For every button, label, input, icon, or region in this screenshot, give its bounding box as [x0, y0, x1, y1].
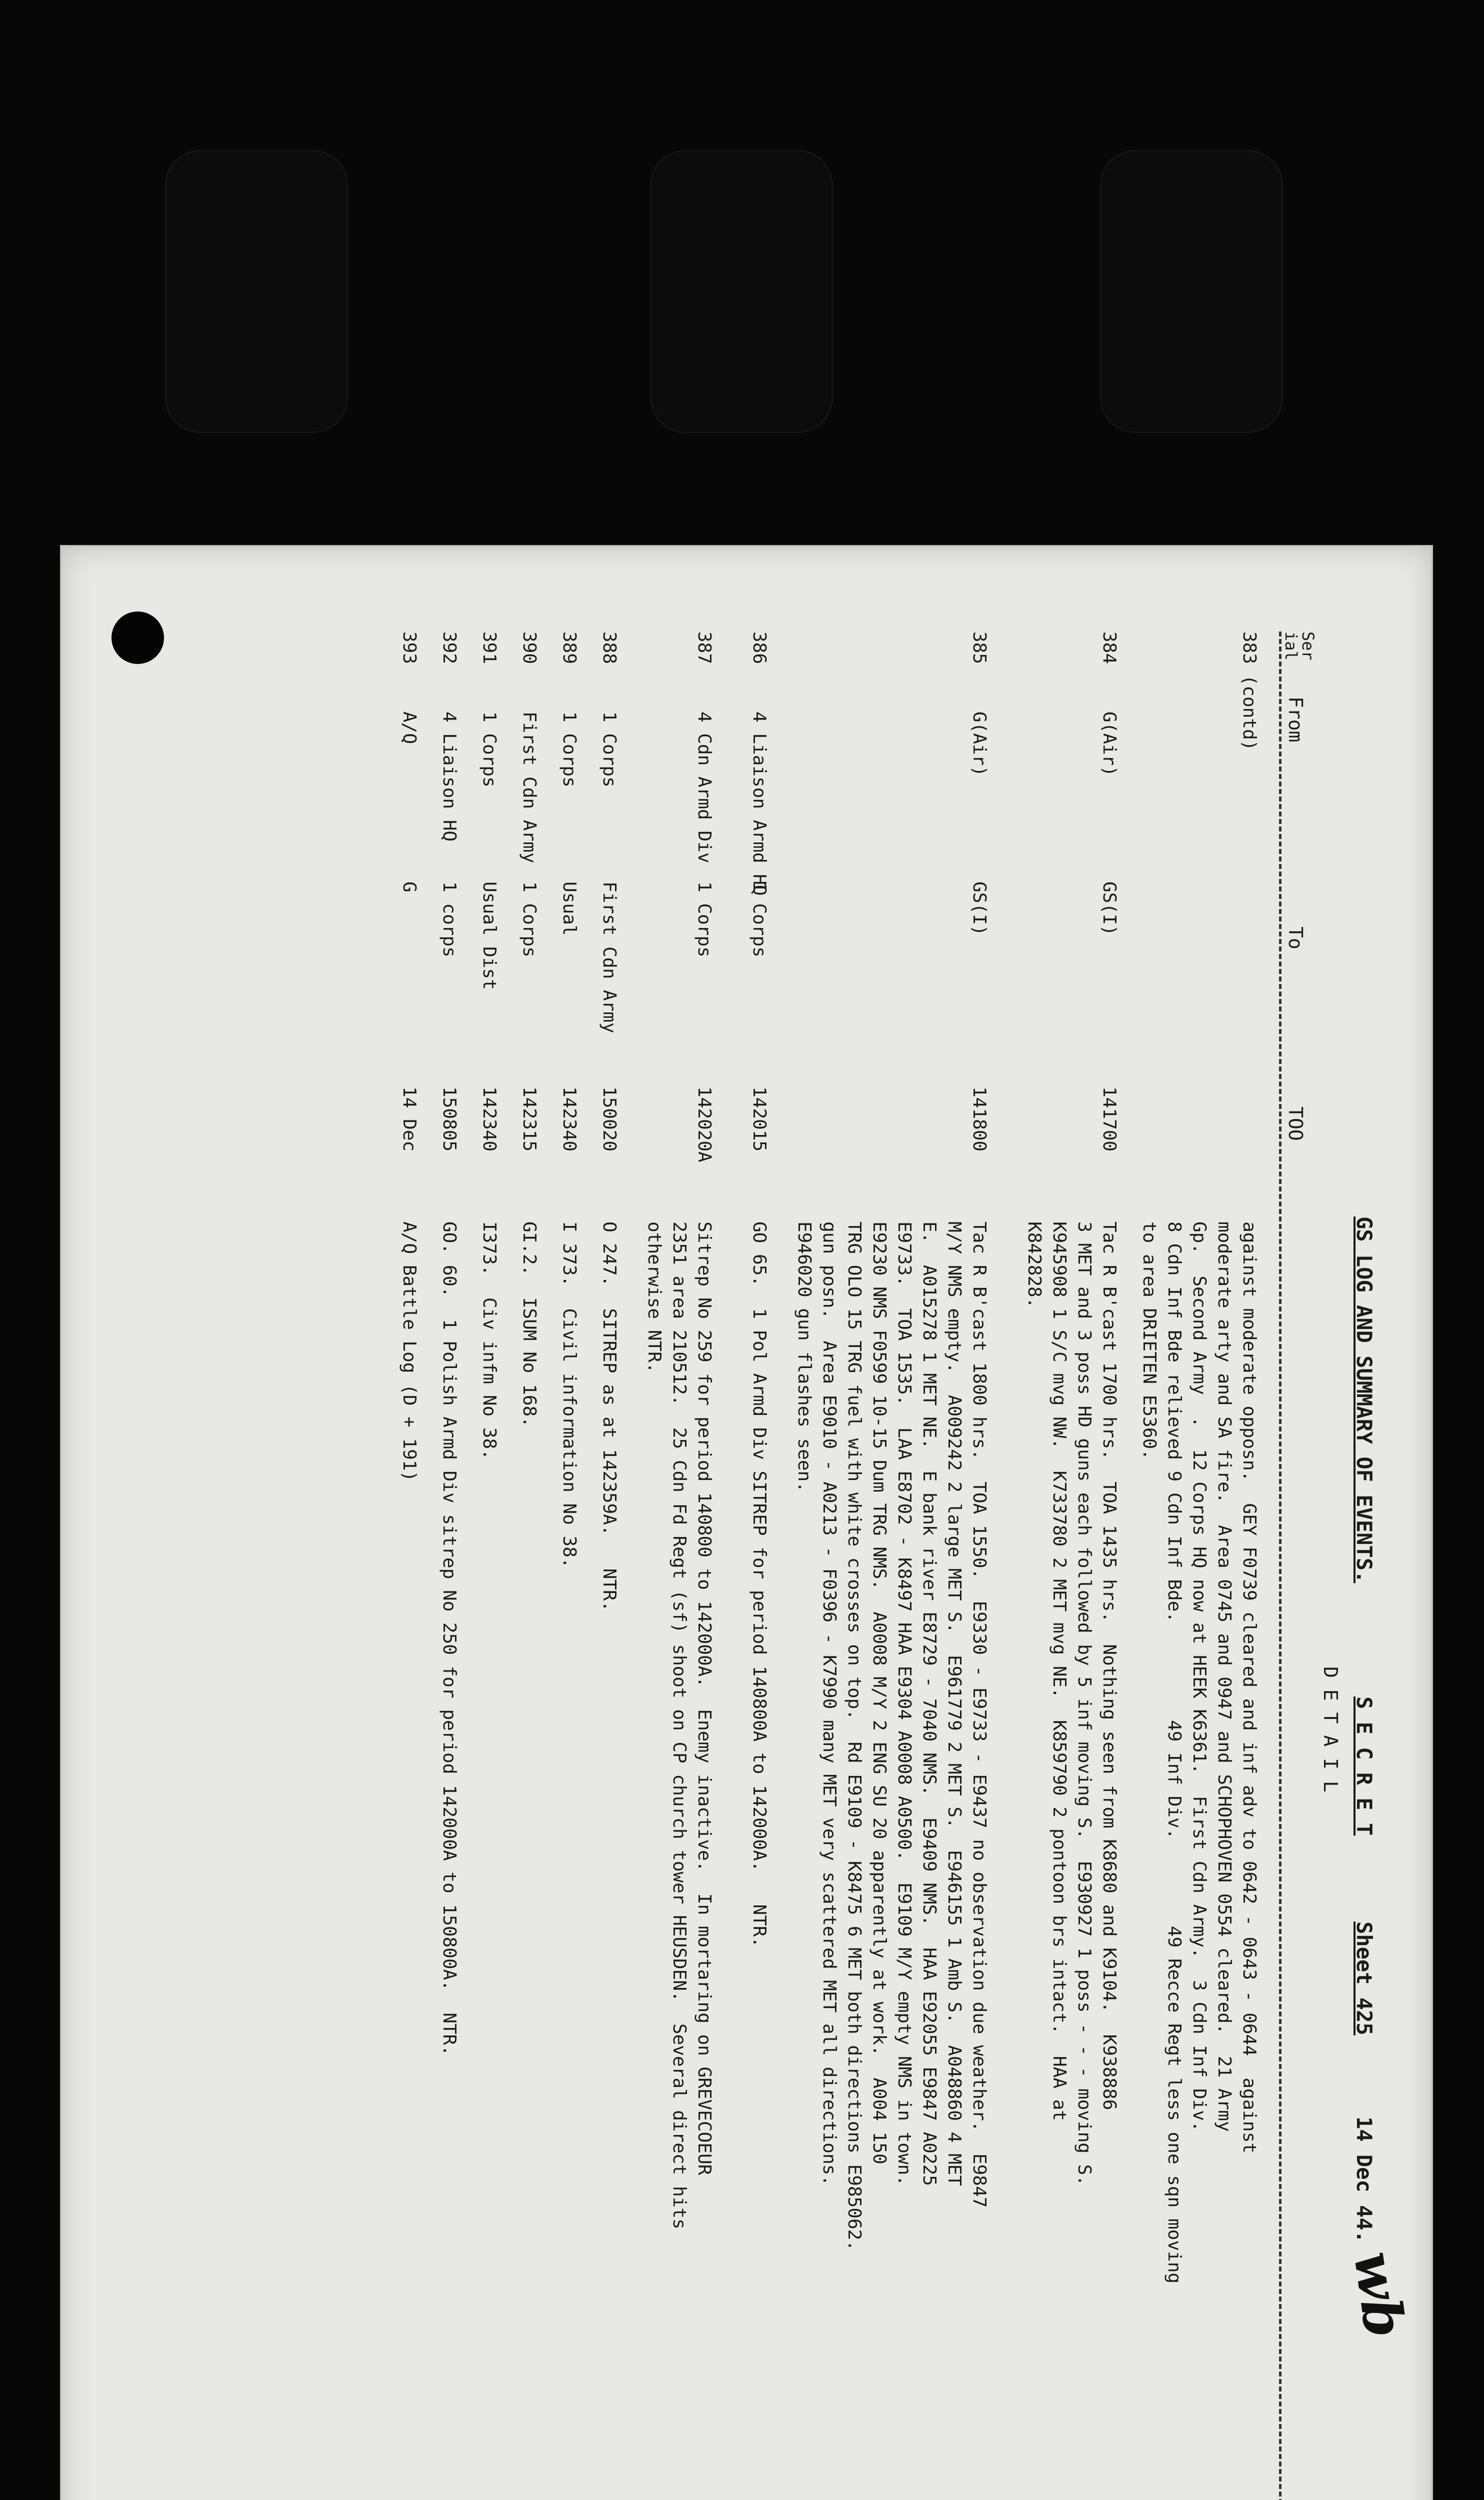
detail-line: E9733. TOA 1535. LAA E8702 - K8497 HAA E9304 A0008 A0500. E9109 M/Y empty NMS in town. — [894, 1222, 914, 2186]
film-window-top-left — [165, 150, 348, 433]
entry-from: 4 Liaison Armd HQ — [749, 712, 770, 896]
detail-line: K945908 1 S/C mvg NW. K733780 2 MET mvg NE. K859790 2 pontoon brs intact. HAA at — [1049, 1222, 1070, 2121]
detail-line: gun posn. Area E9010 - A0213 - F0396 - K7990 many MET very scattered MET all directions. — [819, 1222, 840, 2186]
entry-time-of-origin: 142340 — [479, 1086, 500, 1152]
detail-line: M/Y NMS empty. A009242 2 large MET S. E961779 2 MET S. E946155 1 Amb S. A048860 4 MET — [944, 1222, 964, 2186]
entry-serial: 393 — [399, 632, 420, 664]
classification-mark: S E C R E T — [1352, 1696, 1376, 1836]
detail-line: otherwise NTR. — [644, 1222, 664, 1374]
handwritten-initials: wb — [1341, 2247, 1418, 2342]
detail-line: E9230 NMS F0599 10-15 Dum TRG NMS. A0008 M/Y 2 ENG SU 20 apparently at work. A004 150 — [869, 1222, 890, 2164]
column-header-too: TOO — [1284, 1106, 1306, 1141]
entry-detail — [476, 1222, 502, 2500]
entry-detail — [642, 1222, 716, 2500]
entry-to: GS(I) — [969, 882, 990, 936]
detail-line: moderate arty and SA fire. Area 0745 and 0947 and SCHOPHOVEN 0554 cleared. 21 Army — [1214, 1222, 1234, 2132]
entry-serial: 385 — [969, 632, 990, 664]
detail-line: Tac R B'cast 1700 hrs. TOA 1435 hrs. Nothing seen from K8680 and K9104. K938886 — [1099, 1222, 1120, 2110]
detail-line: O 247. SITREP as at 142359A. NTR. — [599, 1222, 620, 1612]
entry-time-of-origin: 142315 — [519, 1086, 540, 1152]
column-header-from: From — [1284, 696, 1306, 742]
entry-time-of-origin: 150805 — [439, 1086, 460, 1152]
detail-line: E946020 gun flashes seen. — [794, 1222, 814, 1492]
log-page — [62, 546, 1432, 2500]
entry-serial: 392 — [439, 632, 460, 664]
log-title: GS LOG AND SUMMARY OF EVENTS. — [1352, 1216, 1376, 1584]
entry-serial: 391 — [479, 632, 500, 664]
detail-line: K842828. — [1024, 1222, 1044, 1308]
entry-from: 1 Corps — [559, 712, 580, 788]
entry-from: 1 Corps — [599, 712, 620, 788]
entry-serial: 387 — [694, 632, 714, 664]
column-header-serial: Ser ial — [1282, 632, 1318, 660]
detail-line: to area DRIETEN E5360. — [1139, 1222, 1160, 1460]
entry-serial: 383 (contd) — [1239, 632, 1260, 751]
entry-from: G(Air) — [969, 712, 990, 777]
entry-from: 1 Corps — [479, 712, 500, 788]
entry-from: A/Q — [399, 712, 420, 744]
entry-from: First Cdn Army — [519, 712, 540, 864]
detail-line: against moderate opposn. GEY F0739 cleared and inf adv to 0642 - 0643 - 0644 against — [1239, 1222, 1260, 2154]
entry-detail — [436, 1222, 462, 2500]
film-window-top-right — [1100, 150, 1283, 433]
entry-detail — [516, 1222, 542, 2500]
detail-line: Tac R B'cast 1800 hrs. TOA 1550. E9330 - E9733 - E9437 no observation due weather. E9847 — [969, 1222, 990, 2208]
entry-to: Usual Dist — [479, 882, 500, 990]
detail-line: TRG OLO 15 TRG fuel with white crosses on top. Rd E9109 - K8475 6 MET both directions E985062. — [844, 1222, 864, 2252]
header-divider — [1279, 632, 1282, 2500]
entry-detail — [1136, 1222, 1262, 2500]
entry-time-of-origin: 141700 — [1099, 1086, 1120, 1152]
entry-detail — [556, 1222, 582, 2500]
entry-to: Usual — [559, 882, 580, 936]
entry-to: First Cdn Army — [599, 882, 620, 1034]
entry-detail — [792, 1222, 992, 2500]
detail-line: I 373. Civil information No 38. — [559, 1222, 580, 1568]
column-header-detail: D E T A I L — [1320, 1666, 1342, 1792]
detail-line: A/Q Battle Log (D + 191) — [399, 1222, 420, 1482]
entry-from: 4 Cdn Armd Div — [694, 712, 714, 864]
entry-serial: 390 — [519, 632, 540, 664]
entry-time-of-origin: 14 Dec — [399, 1086, 420, 1152]
detail-line: 2351 area 210512. 25 Cdn Fd Regt (sf) shoot on CP church tower HEUSDEN. Several direct hits — [669, 1222, 690, 2230]
detail-line: 3 MET and 3 poss HD guns each followed by 5 inf moving S. E930927 1 poss - - - moving S. — [1074, 1222, 1094, 2186]
detail-line: Sitrep No 259 for period 140800 to 142000A. Enemy inactive. In mortaring on GREVECOEUR — [694, 1222, 714, 2176]
entry-detail — [596, 1222, 622, 2500]
entry-time-of-origin: 142020A — [694, 1086, 714, 1162]
detail-line: GO. 60. 1 Polish Armd Div sitrep No 250 for period 142000A to 150800A. NTR. — [439, 1222, 460, 2056]
entry-to: 1 Corps — [749, 882, 770, 958]
entry-time-of-origin: 142015 — [749, 1086, 770, 1152]
entry-to: G — [399, 882, 420, 892]
entry-detail — [1022, 1222, 1122, 2500]
entry-to: 1 Corps — [519, 882, 540, 958]
entry-time-of-origin: 141800 — [969, 1086, 990, 1152]
detail-line: I373. Civ infm No 38. — [479, 1222, 500, 1460]
entry-to: 1 Corps — [694, 882, 714, 958]
entry-serial: 386 — [749, 632, 770, 664]
entry-from: G(Air) — [1099, 712, 1120, 777]
entry-from: 4 Liaison HQ — [439, 712, 460, 842]
detail-line: E. A015278 1 MET NE. E bank river E8729 - 7040 NMS. E9409 NMS. HAA E92055 E9847 A0225 — [919, 1222, 940, 2186]
detail-line: GO 65. 1 Pol Armd Div SITREP for period 140800A to 142000A. NTR. — [749, 1222, 770, 1948]
sheet-number: Sheet 425 — [1352, 1922, 1376, 2036]
document-sheet — [60, 545, 1433, 2500]
entry-serial: 388 — [599, 632, 620, 664]
entry-time-of-origin: 142340 — [559, 1086, 580, 1152]
detail-line: Gp. Second Army . 12 Corps HQ now at HEEK K6361. First Cdn Army. 3 Cdn Inf Div. — [1189, 1222, 1210, 2132]
entry-detail — [746, 1222, 772, 2500]
film-window-top-middle — [650, 150, 833, 433]
log-date: 14 Dec 44. — [1352, 2116, 1376, 2243]
detail-line: GI.2. ISUM No 168. — [519, 1222, 540, 1428]
entry-serial: 389 — [559, 632, 580, 664]
detail-line: 8 Cdn Inf Bde relieved 9 Cdn Inf Bde. 49 Inf Div. 49 Recce Regt less one sqn moving — [1164, 1222, 1184, 2284]
entry-detail — [396, 1222, 422, 2500]
entry-to: 1 corps — [439, 882, 460, 958]
entry-time-of-origin: 150020 — [599, 1086, 620, 1152]
entry-serial: 384 — [1099, 632, 1120, 664]
entry-to: GS(I) — [1099, 882, 1120, 936]
column-header-to: To — [1284, 926, 1306, 950]
